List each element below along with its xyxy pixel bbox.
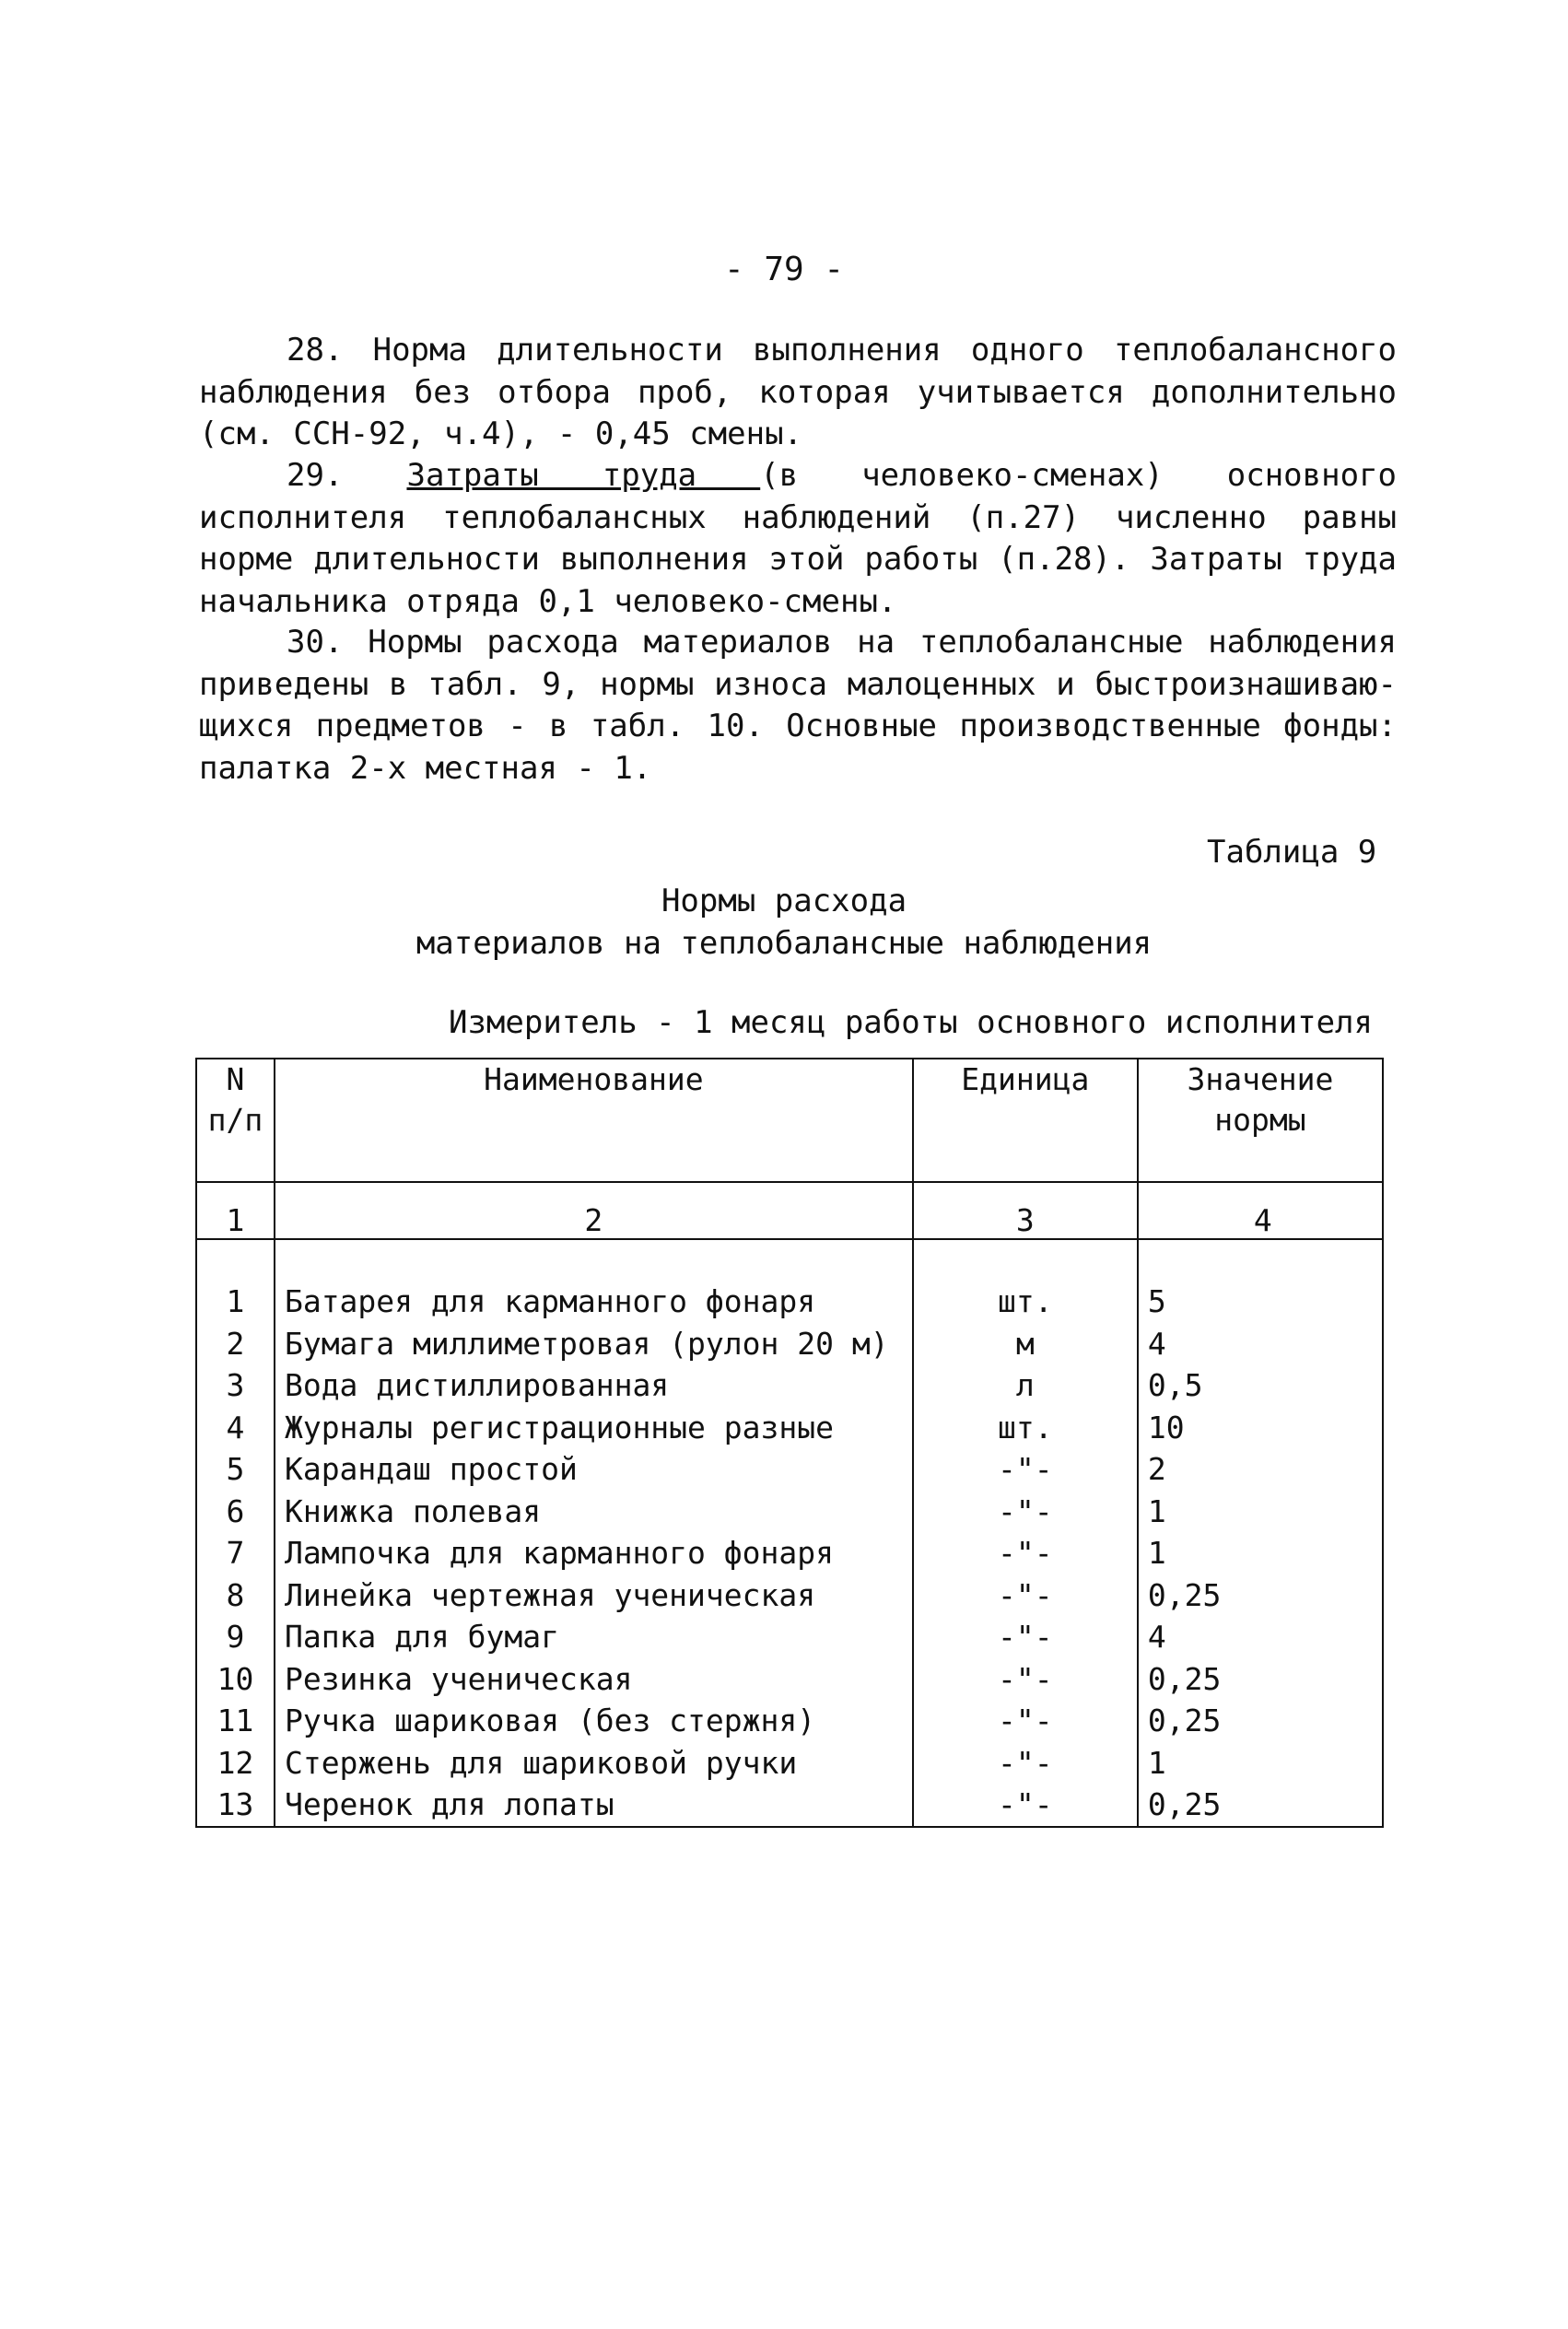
row-value: 0,25 (1138, 1784, 1383, 1827)
row-value: 0,5 (1138, 1364, 1383, 1407)
row-name: Папка для бумаг (275, 1616, 913, 1658)
row-value: 0,25 (1138, 1700, 1383, 1742)
paragraph-29 (199, 455, 1397, 623)
table-row (196, 1364, 1383, 1407)
row-name: Вода дистиллированная (275, 1364, 913, 1407)
row-name: Линейка чертежная ученическая (275, 1574, 913, 1617)
row-number: 8 (196, 1574, 275, 1617)
row-number: 2 (196, 1323, 275, 1365)
row-name: Черенок для лопаты (275, 1784, 913, 1827)
row-name: Батарея для карманного фонаря (275, 1281, 913, 1323)
row-value: 0,25 (1138, 1658, 1383, 1701)
row-number: 13 (196, 1784, 275, 1827)
row-value: 1 (1138, 1532, 1383, 1574)
table-title-line-1: Нормы расхода (661, 883, 907, 919)
row-number: 5 (196, 1448, 275, 1491)
header-value-line-2: нормы (1214, 1102, 1306, 1138)
row-value: 1 (1138, 1491, 1383, 1533)
table-row (196, 1616, 1383, 1658)
table-row (196, 1784, 1383, 1827)
header-unit: Единица (913, 1059, 1138, 1182)
table-row (196, 1742, 1383, 1785)
row-unit: л (913, 1364, 1138, 1407)
table-row (196, 1658, 1383, 1701)
table-row (196, 1323, 1383, 1365)
row-number: 11 (196, 1700, 275, 1742)
row-value: 4 (1138, 1323, 1383, 1365)
row-unit: -"- (913, 1491, 1138, 1533)
header-value (1138, 1059, 1383, 1182)
column-numbers-row (196, 1182, 1383, 1239)
row-number: 9 (196, 1616, 275, 1658)
header-number (196, 1059, 275, 1182)
table-row (196, 1491, 1383, 1533)
row-number: 3 (196, 1364, 275, 1407)
column-number-1: 1 (196, 1182, 275, 1239)
table-row (196, 1448, 1383, 1491)
norms-table (195, 1058, 1384, 1828)
header-name: Наименование (275, 1059, 913, 1182)
row-number: 6 (196, 1491, 275, 1533)
row-name: Резинка ученическая (275, 1658, 913, 1701)
table-measure-unit: Измеритель - 1 месяц работы основного исполнителя (448, 1004, 1373, 1041)
row-name: Бумага миллиметровая (рулон 20 м) (275, 1323, 913, 1365)
row-value: 5 (1138, 1281, 1383, 1323)
row-unit: м (913, 1323, 1138, 1365)
table-header-row (196, 1059, 1383, 1182)
row-unit: шт. (913, 1281, 1138, 1323)
row-number: 7 (196, 1532, 275, 1574)
row-value: 1 (1138, 1742, 1383, 1785)
header-value-line-1: Значение (1187, 1061, 1334, 1097)
row-value: 0,25 (1138, 1574, 1383, 1617)
header-number-line-1: N (226, 1061, 245, 1097)
table-row (196, 1407, 1383, 1449)
paragraph-28: 28. Норма длительности выполнения одного теплобалансного наблюдения без отбора проб, которая учитывается дополнительно (см. ССН-92, ч.4), - 0,45 смены. (199, 332, 1397, 452)
table-spacer-row (196, 1239, 1383, 1281)
row-unit: -"- (913, 1700, 1138, 1742)
paragraph-29-rest: (в человеко-сменах) основного исполнителя теплобалансных наблюдений (п.27) численно равны норме длительности выполнения этой работы (п.28). Затраты труда начальника отряда 0,1 человеко-смены. (199, 457, 1398, 620)
row-value: 4 (1138, 1616, 1383, 1658)
table-row (196, 1574, 1383, 1617)
table-title-line-2: материалов на теплобалансные наблюдения (415, 925, 1153, 962)
paragraph-29-underlined-term: Затраты труда (406, 457, 761, 494)
column-number-2: 2 (275, 1182, 913, 1239)
row-unit: -"- (913, 1658, 1138, 1701)
row-name: Карандаш простой (275, 1448, 913, 1491)
column-number-4: 4 (1138, 1182, 1383, 1239)
paragraph-29-prefix: 29. (287, 457, 407, 494)
row-name: Стержень для шариковой ручки (275, 1742, 913, 1785)
page-number: - 79 - (723, 251, 845, 288)
column-number-3: 3 (913, 1182, 1138, 1239)
row-name: Журналы регистрационные разные (275, 1407, 913, 1449)
table-row (196, 1281, 1383, 1323)
row-unit: -"- (913, 1448, 1138, 1491)
row-value: 10 (1138, 1407, 1383, 1449)
row-unit: шт. (913, 1407, 1138, 1449)
table-title (0, 880, 1568, 965)
row-unit: -"- (913, 1742, 1138, 1785)
row-name: Ручка шариковая (без стержня) (275, 1700, 913, 1742)
row-number: 10 (196, 1658, 275, 1701)
row-number: 12 (196, 1742, 275, 1785)
table-row (196, 1532, 1383, 1574)
row-unit: -"- (913, 1616, 1138, 1658)
row-name: Лампочка для карманного фонаря (275, 1532, 913, 1574)
row-value: 2 (1138, 1448, 1383, 1491)
row-unit: -"- (913, 1784, 1138, 1827)
row-unit: -"- (913, 1532, 1138, 1574)
row-name: Книжка полевая (275, 1491, 913, 1533)
header-number-line-2: п/п (207, 1102, 263, 1138)
row-unit: -"- (913, 1574, 1138, 1617)
paragraph-30: 30. Нормы расхода материалов на теплобалансные наблюдения приведены в табл. 9, нормы износа малоценных и быстроизнашиваю-щихся предметов - в табл. 10. Основные производственные фонды: палатка 2-х местная - 1. (199, 624, 1397, 787)
row-number: 4 (196, 1407, 275, 1449)
row-number: 1 (196, 1281, 275, 1323)
table-caption: Таблица 9 (1207, 834, 1377, 871)
table-row (196, 1700, 1383, 1742)
